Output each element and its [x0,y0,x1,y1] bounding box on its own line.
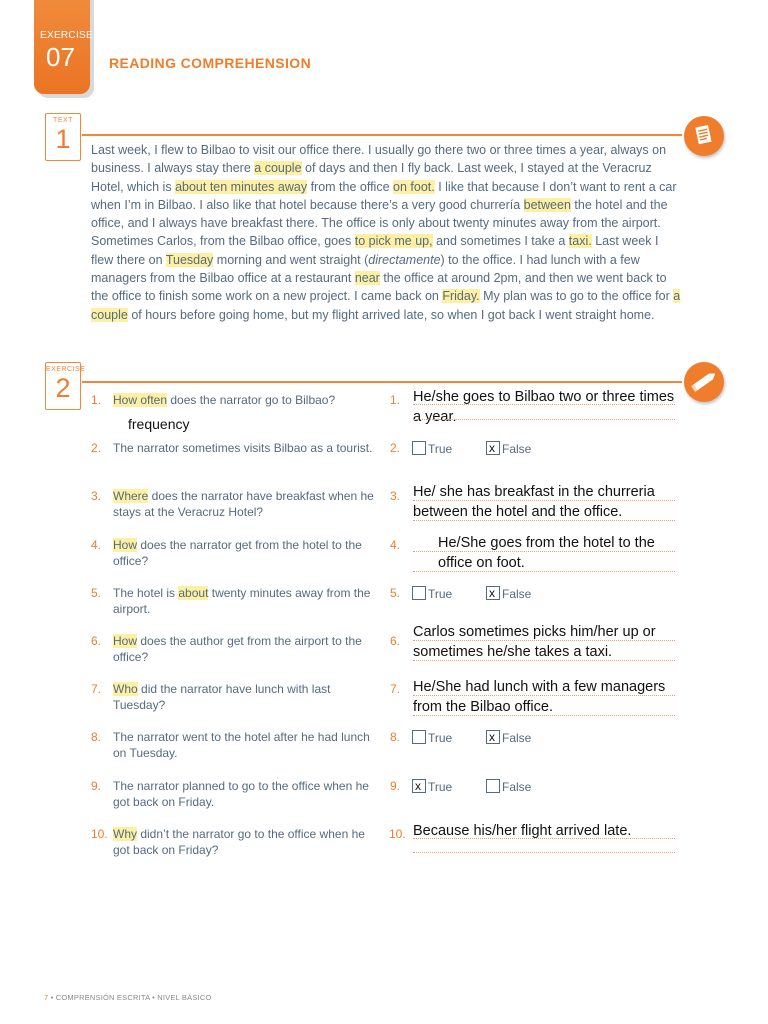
answer-text[interactable]: He/she goes to Bilbao two or three times a year. [413,389,675,425]
question-text [113,585,381,617]
answer-number: 2. [390,441,401,455]
highlighted-phrase: taxi. [568,234,592,249]
check-mark: x [489,441,495,455]
text-segment: of days and then I fly back. Last week, I stayed at the Veracruz Hotel, which is [91,161,652,194]
question-number: 2. [91,441,102,455]
question-text [113,488,381,520]
true-checkbox[interactable] [412,441,426,455]
true-label: True [428,442,453,456]
answer-number: 3. [390,489,401,503]
page-title: READING COMPREHENSION [109,55,312,71]
question-keyword: about [178,586,209,600]
question-7 [91,681,381,713]
exercise-badge [45,362,86,410]
text-divider [82,134,682,136]
answer-number: 10. [389,827,406,841]
page-number: 7 [44,993,49,1002]
check-mark: x [489,730,495,744]
document-icon [684,116,724,156]
question-keyword: Why [113,827,137,841]
question-text [113,633,381,665]
text-segment: I like that because I don’t want to rent a car when I’m in Bilbao. I also like that hotel because there’s a very good churrería [91,179,677,212]
text-badge-number: 1 [55,124,71,154]
question-keyword: How [113,634,138,648]
question-rest: The narrator sometimes visits Bilbao as a tourist. [113,441,373,455]
question-8 [91,729,381,761]
question-4 [91,537,381,569]
false-label: False [502,731,532,745]
answer-line [413,571,675,572]
answer-line [413,838,675,839]
exercise-tab-number: 07 [46,42,75,72]
answer-number: 8. [390,730,401,744]
option-false[interactable] [486,441,531,456]
option-true[interactable] [412,730,452,745]
true-label: True [428,587,453,601]
reading-text [91,141,681,324]
true-label: True [428,780,453,794]
answer-line [413,500,675,501]
handwritten-note: frequency [128,416,190,432]
highlighted-phrase: a couple [91,289,681,322]
question-number: 10. [91,827,108,841]
answer-line [413,660,675,661]
false-label: False [502,780,532,794]
answer-number: 9. [390,779,401,793]
exercise-tab [34,0,92,96]
answer-line [413,419,675,420]
answer-text[interactable]: Because his/her flight arrived late. [413,823,632,839]
text-segment: morning and went straight ( [213,252,369,267]
option-true[interactable] [412,779,452,794]
question-number: 6. [91,634,102,648]
text-badge-label: TEXT [53,117,73,124]
question-rest: did the narrator have lunch with last Tuesday? [113,682,331,712]
option-true[interactable] [412,586,452,601]
text-segment: and sometimes I take a [432,234,569,249]
text-segment: the office at around 2pm, and then we went back to the office to finish some work on a new project. I came back on [91,271,667,304]
footer [44,993,211,1002]
question-rest: twenty minutes away from the airport. [113,586,371,616]
text-segment: My plan was to go to the office for [479,289,674,304]
question-rest: does the narrator go to Bilbao? [167,393,336,407]
option-false[interactable] [486,586,531,601]
question-rest: The narrator went to the hotel after he had lunch on Tuesday. [113,730,370,760]
true-checkbox[interactable] [412,586,426,600]
question-number: 8. [91,730,102,744]
text-segment: of hours before going home, but my flight arrived late, so when I got back I went straight home. [127,307,655,322]
question-text [113,681,381,713]
question-rest: The narrator planned to go to the office when he got back on Friday. [113,779,369,809]
answer-number: 5. [390,586,401,600]
footer-text: • COMPRENSIÓN ESCRITA • NIVEL BÁSICO [48,993,212,1002]
question-text [113,729,381,761]
false-label: False [502,587,532,601]
false-label: False [502,442,532,456]
exercise-divider [82,381,682,383]
answer-text[interactable]: He/ she has breakfast in the churreria between the hotel and the office. [413,484,655,520]
answer-number: 1. [390,393,401,407]
highlighted-phrase: near [354,271,380,286]
answer-line [413,852,675,853]
question-text [113,392,381,408]
false-checkbox[interactable] [486,441,500,455]
answer-text[interactable]: He/She had lunch with a few managers from the Bilbao office. [413,679,666,715]
text-segment: directamente [368,252,441,267]
question-rest: does the narrator get from the hotel to the office? [113,538,362,568]
exercise-tab-label: EXERCISE [40,30,93,41]
false-checkbox[interactable] [486,730,500,744]
question-number: 1. [91,393,102,407]
pencil-icon [684,362,724,402]
false-checkbox[interactable] [486,779,500,793]
question-rest: does the narrator have breakfast when he stays at the Veracruz Hotel? [113,489,374,519]
question-9 [91,778,381,810]
question-rest: didn’t the narrator go to the office when he got back on Friday? [113,827,365,857]
answer-text[interactable]: Carlos sometimes picks him/her up or sometimes he/she takes a taxi. [413,624,656,660]
option-false[interactable] [486,730,531,745]
question-text [113,826,381,858]
question-keyword: Where [113,489,149,503]
exercise-badge-label: EXERCISE [46,366,86,373]
answer-line [413,520,675,521]
highlighted-phrase: a couple [254,161,302,176]
highlighted-phrase: between [523,197,571,212]
question-pre: The hotel is [113,586,179,600]
true-checkbox[interactable] [412,779,426,793]
answer-line [413,551,675,552]
option-true[interactable] [412,441,452,456]
question-rest: does the author get from the airport to the office? [113,634,362,664]
text-segment: the hotel and the office, and I always have breakfast there. The office is only about twenty minutes away from the airport. Sometimes Carlos, from the Bilbao office, goes [91,197,668,249]
question-text [113,778,381,810]
text-segment: from the office [307,179,394,194]
highlighted-phrase: to pick me up, [354,234,433,249]
option-false[interactable] [486,779,531,794]
question-keyword: How often [113,393,168,407]
question-number: 4. [91,538,102,552]
question-number: 9. [91,779,102,793]
highlighted-phrase: Friday. [442,289,480,304]
highlighted-phrase: Tuesday [165,252,214,267]
answer-line [413,404,675,405]
question-10 [91,826,381,858]
true-label: True [428,731,453,745]
true-checkbox[interactable] [412,730,426,744]
answer-number: 6. [390,634,401,648]
highlighted-phrase: on foot. [393,179,435,194]
text-badge [45,113,81,161]
check-mark: x [489,586,495,600]
question-2 [91,440,381,456]
answer-number: 7. [390,682,401,696]
highlighted-phrase: about ten minutes away [175,179,308,194]
question-3 [91,488,381,520]
question-text [113,440,381,456]
question-keyword: Who [113,682,138,696]
text-segment: Last week I flew there on [91,234,659,267]
question-keyword: How [113,538,138,552]
answer-text[interactable]: He/She goes from the hotel to the office on foot. [438,535,655,571]
answer-line [413,640,675,641]
check-mark: x [415,779,421,793]
question-number: 7. [91,682,102,696]
answer-line [413,695,675,696]
question-6 [91,633,381,665]
question-text [113,537,381,569]
text-segment: Last week, I flew to Bilbao to visit our office there. I usually go there two or three times a year, always on business. I always stay there [91,143,667,176]
question-number: 3. [91,489,102,503]
exercise-badge-number: 2 [55,373,71,403]
text-segment: ) to the office. I had lunch with a few managers from the Bilbao office at a restaurant [91,252,640,286]
question-number: 5. [91,586,102,600]
false-checkbox[interactable] [486,586,500,600]
answer-number: 4. [390,538,401,552]
question-5 [91,585,381,617]
answer-line [413,715,675,716]
question-1 [91,392,381,408]
